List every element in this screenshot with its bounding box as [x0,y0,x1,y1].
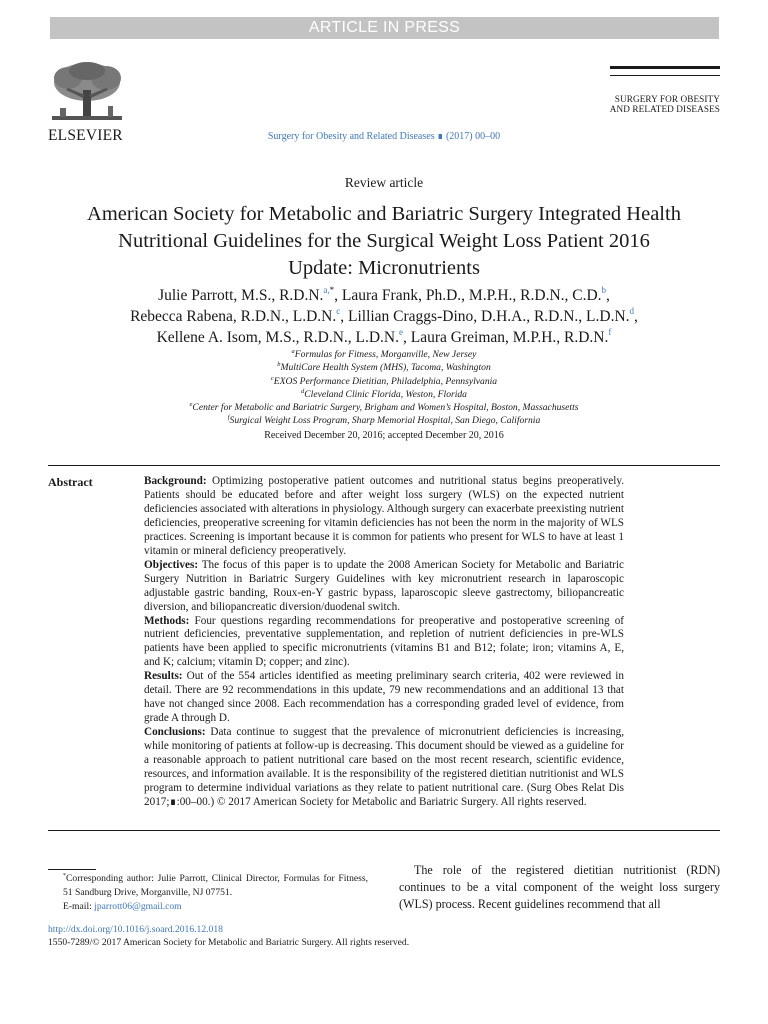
author-name: Laura Greiman, M.P.H., R.D.N. [410,329,609,346]
article-title [40,201,728,282]
brand-line: SURGERY FOR OBESITY [614,94,720,104]
abstract-bottom-rule [48,830,720,831]
tree-icon [46,60,128,126]
affiliation: $^e$Center for Metabolic and Bariatric Surgery, Brigham and Women’s Hospital, Boston, Massachusetts [189,401,579,414]
affiliation: $^d$Cleveland Clinic Florida, Weston, Florida [301,387,467,400]
abstract-body [144,475,624,810]
author-line: Julie Parrott, M.S., R.D.N.$^{a,*}$, Laura Frank, Ph.D., M.P.H., R.D.N., C.D.$^b$, [158,285,610,304]
affiliation-list [40,348,728,428]
author-name: Kellene A. Isom, M.S., R.D.N., L.D.N. [156,329,400,346]
author-affiliation-mark[interactable]: a, [323,285,330,295]
email-link[interactable]: jparrott06@gmail.com [94,901,182,912]
affiliation: $^b$MultiCare Health System (MHS), Tacoma, Washington [277,361,491,374]
abstract-label: Abstract [48,475,93,489]
corresponding-mark[interactable]: * [329,285,335,295]
author-line: Rebecca Rabena, R.D.N., L.D.N.$^c$, Lillian Craggs-Dino, D.H.A., R.D.N., L.D.N.$^d$, [130,306,638,325]
author-affiliation-mark[interactable]: e [399,327,404,337]
abstract-section: Methods: Four questions regarding recommendations for preoperative and postoperative screening of nutrient deficiencies, preventative supplementation, and repletion of nutrient deficiencies in pre-WLS patients have been applied to specific micronutrients (vitamins B1 and B12; folate; iron; vitamins A, E, and K; calcium; vitamin D; copper; and zinc). [144,614,625,669]
doi-link[interactable]: http://dx.doi.org/10.1016/j.soard.2016.12.018 [48,924,223,935]
author-list [40,285,728,348]
article-in-press-banner: ARTICLE IN PRESS [50,17,719,39]
author-affiliation-mark[interactable]: d [629,306,635,316]
abstract-section: Results: Out of the 554 articles identified as meeting preliminary search criteria, 402 were reviewed in detail. There are 92 recommendations in this update, 79 new recommendations and an additional 13 that have not changed since 2008. Each recommendation has a corresponding graded level of evidence, from grade A through D. [144,670,624,725]
abstract-section: Objectives: The focus of this paper is to update the 2008 American Society for Metabolic and Bariatric Surgery Nutrition in Bariatric Surgery Guidelines with key micronutrient research in laparoscopic adjustable gastric banding, Roux-en-Y gastric bypass, laparoscopic sleeve gastrectomy, biliopancreatic diversion, and biliopancreatic diversion/duodenal switch. [144,558,624,613]
author-line: Kellene A. Isom, M.S., R.D.N., L.D.N.$^e$, Laura Greiman, M.P.H., R.D.N.$^f$ [156,327,612,346]
brand-rule-thick [610,66,720,69]
journal-brand-rules [610,66,720,76]
abstract-top-rule [48,465,720,466]
author-name: Rebecca Rabena, R.D.N., L.D.N. [130,308,337,325]
title-line: Nutritional Guidelines for the Surgical Weight Loss Patient 2016 [118,230,650,252]
author-affiliation-mark[interactable]: c [336,306,341,316]
author-name: Julie Parrott, M.S., R.D.N. [158,287,324,304]
brand-line: AND RELATED DISEASES [609,104,720,114]
publisher-name: ELSEVIER [48,127,123,144]
abstract-section: Background: Optimizing postoperative patient outcomes and nutritional status begins preoperatively. Patients should be educated before and after weight loss surgery (WLS) on the expected nutrient deficiencies associated with alterations in physiology. Although surgery can exacerbate preexisting nutrient deficiencies, preoperative screening for vitamin deficiencies has not been the norm in the majority of WLS practices. Screening is important because it is common for patients who present for WLS to have at least 1 vitamin or mineral deficiency preoperatively. [144,475,624,557]
title-line: American Society for Metabolic and Bariatric Surgery Integrated Health [87,203,681,225]
affiliation: $^a$Formulas for Fitness, Morganville, New Jersey [291,348,477,360]
author-name: Lillian Craggs-Dino, D.H.A., R.D.N., L.D.N. [347,308,630,325]
received-dates: Received December 20, 2016; accepted December 20, 2016 [264,430,504,441]
author-affiliation-mark[interactable]: b [601,285,607,295]
body-text: The role of the registered dietitian nutritionist (RDN) continues to be a vital component of the weight loss surgery (WLS) process. Recent guidelines recommend that all [399,863,720,912]
issn-copyright: 1550-7289/© 2017 American Society for Metabolic and Bariatric Surgery. All rights reserved. [48,937,410,948]
journal-citation[interactable]: Surgery for Obesity and Related Diseases ∎ (2017) 00–00 [267,131,501,142]
footnote-rule [48,869,96,870]
author-name: Laura Frank, Ph.D., M.P.H., R.D.N., C.D. [341,287,602,304]
author-affiliation-mark[interactable]: f [608,327,612,337]
brand-rule-thin [610,75,720,76]
journal-brand-title [606,94,720,114]
affiliation: $^c$EXOS Performance Dietitian, Philadelphia, Pennsylvania [270,374,498,387]
abstract-section: Conclusions: Data continue to suggest that the prevalence of micronutrient deficiencies is increasing, while monitoring of patients at follow-up is decreasing. This document should be viewed as a guideline for a reasonable approach to patient nutritional care based on the most recent research, scientific evidence, resources, and information available. It is the responsibility of the registered dietitian nutritionist and WLS program to determine individual variations as they relate to patient nutritional care. (Surg Obes Relat Dis 2017;∎:00–00.) © 2017 American Society for Metabolic and Bariatric Surgery. All rights reserved. [144,726,625,808]
title-line: Update: Micronutrients [288,257,480,279]
article-type: Review article [344,175,424,190]
corresponding-author-footnote: *Corresponding author: Julie Parrott, Clinical Director, Formulas for Fitness, 51 Sandburg Drive, Morganville, NJ 07751. E-mail: jparrott06@gmail.com [63,873,368,912]
affiliation: $^f$Surgical Weight Loss Program, Sharp Memorial Hospital, San Diego, California [227,414,541,427]
